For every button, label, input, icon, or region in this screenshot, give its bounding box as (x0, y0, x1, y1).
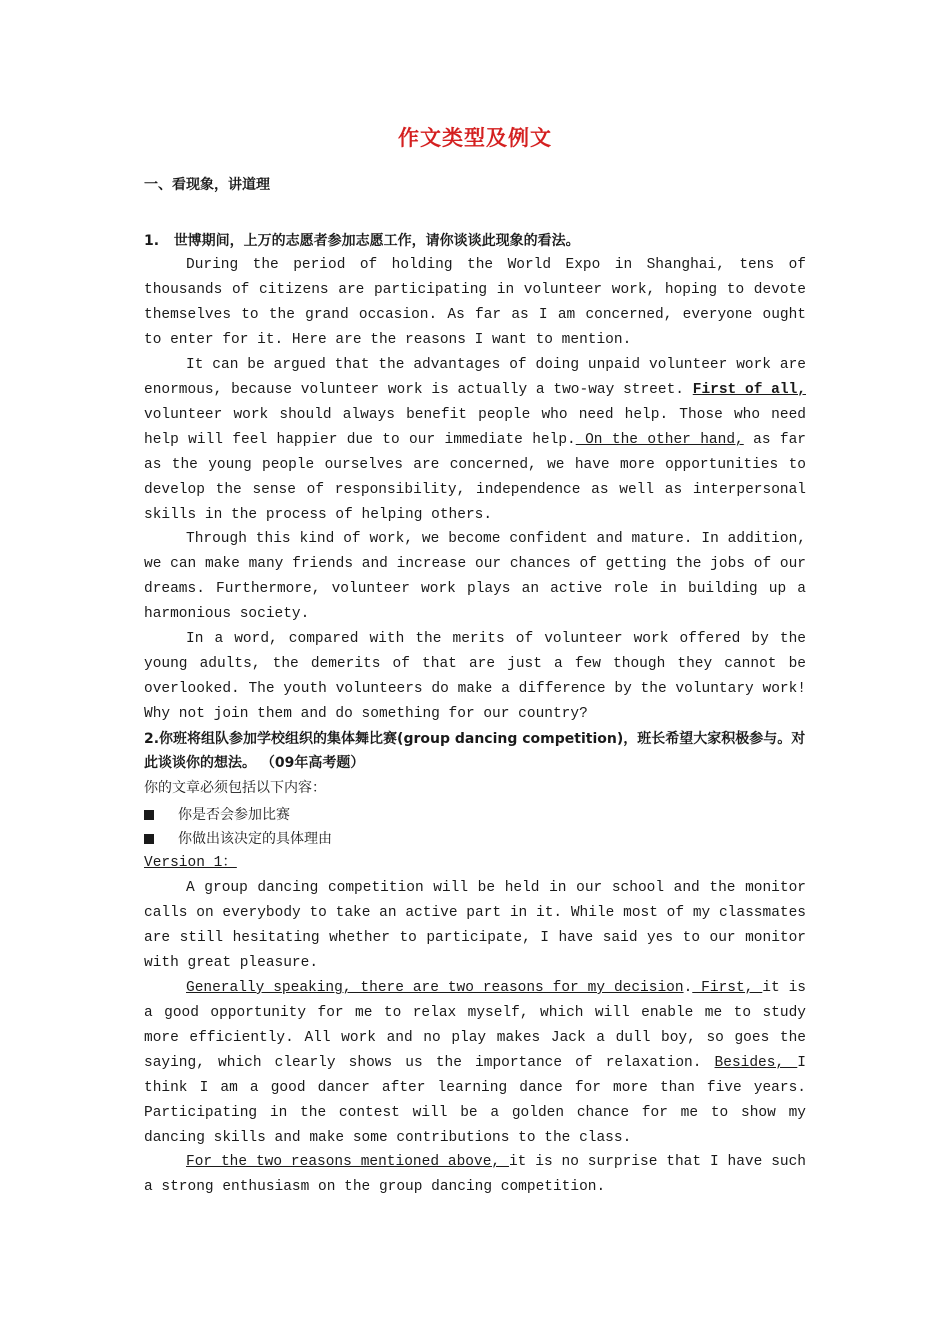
q1-p2-text-c: volunteer work should always benefit people who need help. Those who need help will feel happier due to our immediate help. (144, 407, 806, 448)
v1-p2-generally-speaking: Generally speaking, there are two reasons for my decision (186, 980, 684, 996)
square-bullet-icon (144, 810, 154, 820)
q1-p2-text-a: It can be argued that the advantages of doing unpaid volunteer work are enormous, because volunteer work is actually a two-way street. (144, 357, 806, 398)
question-2-prompt: 2.你班将组队参加学校组织的集体舞比赛(group dancing competition)，班长希望大家积极参与。对此谈谈你的想法。 （09年高考题） (144, 731, 806, 771)
question-1-prompt (144, 229, 806, 253)
question-1-text: 世博期间，上万的志愿者参加志愿工作，请你谈谈此现象的看法。 (173, 233, 580, 249)
q1-paragraph-3: Through this kind of work, we become confident and mature. In addition, we can make many friends and increase our chances of getting the jobs of our dreams. Furthermore, volunteer work plays an active role in building up a harmonious society. (144, 531, 806, 622)
square-bullet-icon (144, 834, 154, 844)
bullet-text: 你是否会参加比赛 (178, 807, 290, 823)
q1-p2-text-e: as far as the young people ourselves are concerned, we have more opportunities to develop the sense of responsibility, independence as well as interpersonal skills in the process of helping others. (144, 432, 806, 523)
q1-p2-on-the-other-hand: On the other hand, (575, 432, 744, 448)
v1-p2-text-f: I think I am a good dancer after learning dance for more than five years. Participating in the contest will be a golden chance for me to show my dancing skills and make some contributions to the class. (144, 1055, 806, 1146)
v1-p2-first: First, (692, 980, 763, 996)
document-title: 作文类型及例文 (398, 125, 552, 150)
v1-p3-text-b: it is no surprise that I have such a strong enthusiasm on the group dancing competition. (144, 1154, 806, 1195)
v1-paragraph-3 (144, 1150, 806, 1200)
q1-paragraph-2 (144, 353, 806, 528)
v1-p2-text-d: it is a good opportunity for me to relax myself, which will enable me to study more efficiently. All work and no play makes Jack a dull boy, so goes the saying, which clearly shows us the importance of relaxation. (144, 980, 806, 1071)
v1-p2-period: . (683, 980, 693, 996)
v1-p2-besides: Besides, (714, 1055, 798, 1071)
bullet-item (144, 804, 290, 824)
version-label: Version 1： (144, 855, 237, 871)
requirement-line: 你的文章必须包括以下内容： (144, 780, 326, 796)
q1-p2-first-of-all: First of all, (692, 382, 806, 398)
section-heading: 一、看现象，讲道理 (144, 177, 270, 193)
v1-paragraph-2 (144, 976, 806, 1151)
q1-paragraph-4: In a word, compared with the merits of volunteer work offered by the young adults, the demerits of that are just a few though they cannot be overlooked. The youth volunteers do make a difference by the voluntary work! Why not join them and do something for our country? (144, 631, 806, 722)
v1-p3-for-the-two-reasons: For the two reasons mentioned above, (186, 1154, 509, 1170)
question-1-number: 1. (144, 233, 160, 249)
v1-paragraph-1: A group dancing competition will be held in our school and the monitor calls on everybody to take an active part in it. While most of my classmates are still hesitating whether to participate, I have said yes to our monitor with great pleasure. (144, 880, 806, 971)
bullet-item (144, 828, 332, 848)
bullet-text: 你做出该决定的具体理由 (178, 831, 332, 847)
q1-paragraph-1: During the period of holding the World Expo in Shanghai, tens of thousands of citizens are participating in volunteer work, hoping to devote themselves to the grand occasion. As far as I am concerned, everyone ought to enter for it. Here are the reasons I want to mention. (144, 257, 806, 348)
